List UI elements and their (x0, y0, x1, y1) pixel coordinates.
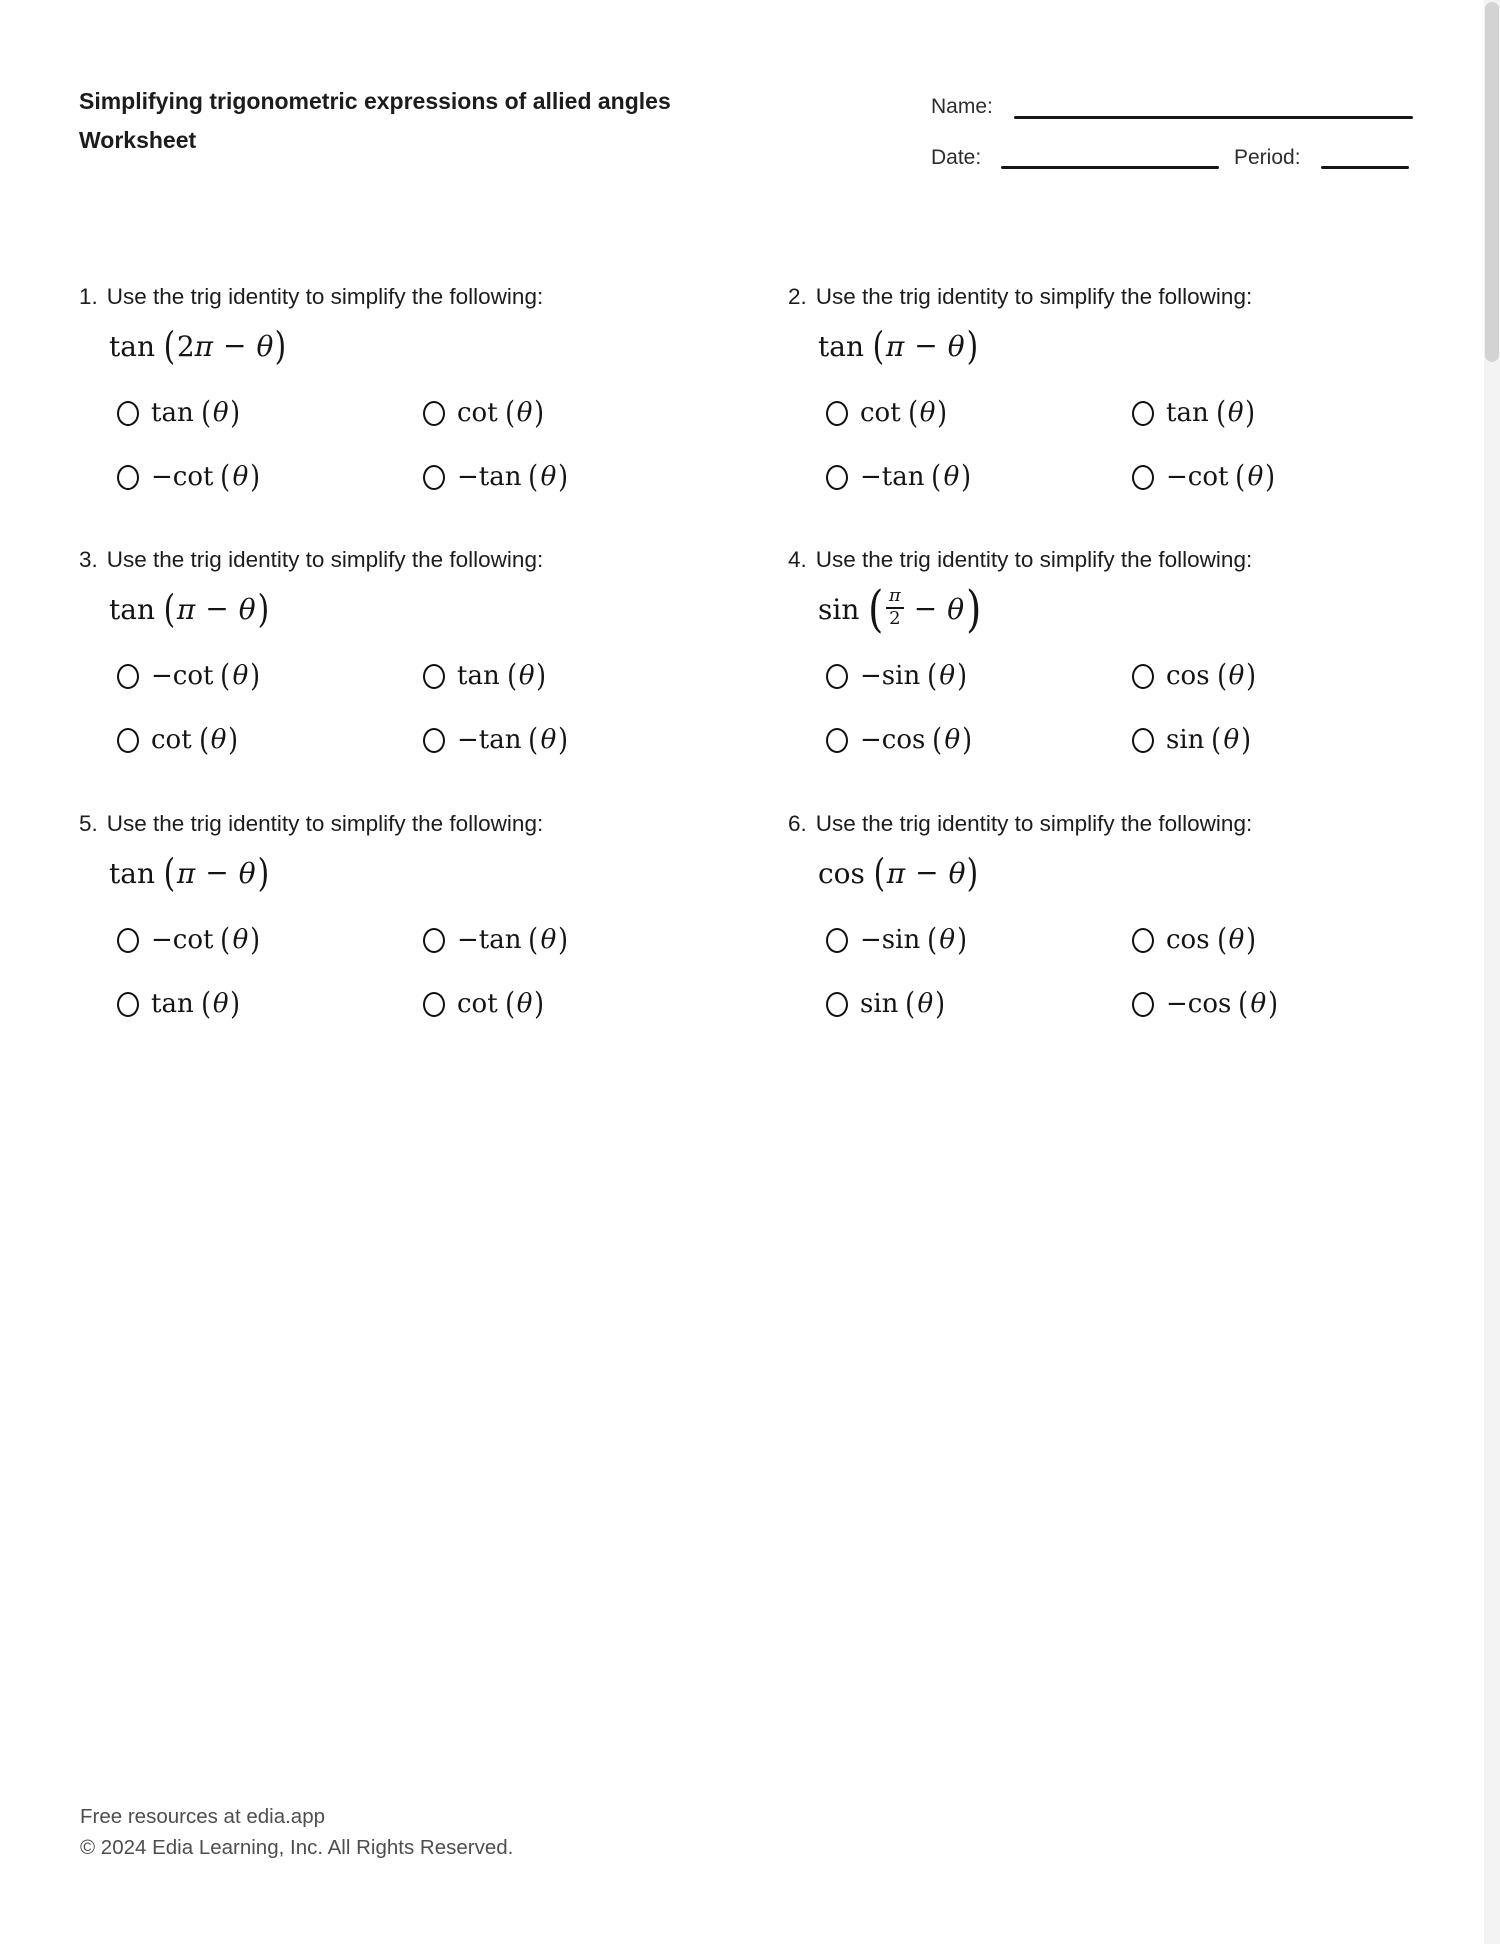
pi-term (887, 857, 905, 890)
math-expression (818, 580, 984, 638)
option-function: tan (151, 398, 194, 428)
left-paren: ( (868, 580, 884, 638)
option-label (151, 985, 242, 1022)
option-label (457, 921, 569, 958)
option-function: −cot (1166, 462, 1229, 492)
option-function: tan (1166, 398, 1209, 428)
right-paren: ) (534, 985, 545, 1022)
right-paren: ) (961, 458, 972, 495)
theta-symbol: θ (516, 989, 533, 1019)
option-function: cos (1166, 925, 1210, 955)
answer-option (826, 458, 972, 495)
theta-symbol: θ (238, 856, 256, 890)
left-paren: ( (907, 394, 918, 431)
question-number: 4. (788, 547, 807, 572)
left-paren: ( (1211, 721, 1222, 758)
right-paren: ) (1245, 394, 1256, 431)
answer-option (117, 921, 261, 958)
theta-symbol: θ (939, 661, 955, 691)
right-paren: ) (558, 458, 569, 495)
pi-over-two-fraction (886, 586, 904, 629)
math-expression (109, 586, 270, 632)
minus-sign: − (223, 328, 247, 362)
option-function: −sin (860, 661, 921, 691)
left-paren: ( (528, 921, 539, 958)
theta-symbol: θ (212, 989, 229, 1019)
option-function: −cot (151, 925, 214, 955)
answer-option (117, 985, 242, 1022)
option-function: tan (457, 661, 500, 691)
option-label (860, 394, 949, 431)
pi-symbol: π (886, 856, 906, 890)
trig-function-name: tan (109, 856, 155, 890)
right-paren: ) (1246, 657, 1257, 694)
copyright-text: © 2024 Edia Learning, Inc. All Rights Reserved. (80, 1836, 514, 1859)
option-function: cot (457, 398, 498, 428)
radio-button[interactable] (1132, 664, 1154, 689)
option-label (151, 458, 261, 495)
theta-symbol: θ (943, 462, 960, 492)
radio-button[interactable] (826, 728, 848, 753)
right-paren: ) (534, 394, 545, 431)
left-paren: ( (905, 985, 916, 1022)
left-paren: ( (198, 721, 209, 758)
question-number: 6. (788, 811, 807, 836)
theta-symbol: θ (1227, 398, 1244, 428)
left-paren: ( (931, 458, 942, 495)
left-paren: ( (528, 458, 539, 495)
radio-button[interactable] (826, 992, 848, 1017)
option-label (860, 921, 968, 958)
option-label (1166, 721, 1252, 758)
option-label (151, 721, 240, 758)
option-label (1166, 657, 1257, 694)
answer-option (826, 394, 949, 431)
left-paren: ( (932, 721, 943, 758)
option-function: tan (151, 989, 194, 1019)
name-blank-line (1014, 116, 1413, 119)
question-prompt-row (79, 283, 779, 310)
theta-symbol: θ (917, 989, 934, 1019)
question-prompt: Use the trig identity to simplify the following: (106, 811, 544, 836)
right-paren: ) (257, 587, 269, 631)
math-expression (818, 850, 980, 896)
theta-symbol: θ (256, 329, 274, 363)
right-paren: ) (966, 580, 982, 638)
question-prompt: Use the trig identity to simplify the following: (815, 284, 1253, 309)
left-paren: ( (200, 394, 211, 431)
trig-function-name: cos (818, 856, 865, 890)
theta-symbol: θ (516, 398, 533, 428)
math-expression (109, 323, 288, 369)
option-function: −cos (860, 725, 926, 755)
right-paren: ) (1246, 921, 1257, 958)
answer-option (423, 985, 546, 1022)
answer-option (826, 985, 946, 1022)
right-paren: ) (957, 921, 967, 958)
question-number: 2. (788, 284, 807, 309)
option-function: −tan (860, 462, 925, 492)
theta-symbol: θ (947, 329, 965, 363)
radio-button[interactable] (826, 401, 848, 426)
right-paren: ) (957, 657, 967, 694)
page-footer (80, 1801, 513, 1863)
option-function: −cot (151, 661, 214, 691)
right-paren: ) (1265, 458, 1276, 495)
left-paren: ( (1216, 657, 1227, 694)
pi-symbol: π (194, 329, 214, 363)
question-block (788, 810, 1488, 1042)
right-paren: ) (536, 657, 547, 694)
theta-symbol: θ (1247, 462, 1264, 492)
answer-option (826, 721, 973, 758)
theta-symbol: θ (212, 398, 229, 428)
question-block (79, 546, 779, 778)
radio-button[interactable] (117, 728, 139, 753)
option-label (1166, 458, 1276, 495)
right-paren: ) (967, 851, 979, 895)
radio-button[interactable] (423, 465, 445, 490)
date-blank-line (1001, 166, 1219, 169)
fraction-denominator: 2 (889, 608, 901, 629)
answer-option (423, 458, 569, 495)
answer-option (1132, 921, 1257, 958)
theta-symbol: θ (1223, 725, 1240, 755)
period-blank-line (1321, 166, 1409, 169)
minus-sign: − (205, 591, 229, 625)
question-block (79, 283, 779, 515)
option-function: cot (151, 725, 192, 755)
right-paren: ) (250, 921, 261, 958)
theta-symbol: θ (210, 725, 227, 755)
answer-option (1132, 657, 1257, 694)
minus-sign: − (914, 328, 938, 362)
option-label (151, 394, 242, 431)
option-label (457, 394, 546, 431)
option-function: −tan (457, 462, 522, 492)
option-label (457, 657, 548, 694)
left-paren: ( (528, 721, 539, 758)
radio-button[interactable] (826, 664, 848, 689)
question-prompt-row (79, 810, 779, 837)
right-paren: ) (250, 458, 261, 495)
option-function: sin (1166, 725, 1205, 755)
period-label: Period: (1234, 146, 1301, 169)
pi-symbol: π (885, 329, 905, 363)
option-function: −cot (151, 462, 214, 492)
right-paren: ) (250, 657, 261, 694)
scrollbar-thumb[interactable] (1485, 2, 1499, 362)
minus-sign: − (205, 855, 229, 889)
answer-option (117, 657, 261, 694)
question-number: 1. (79, 284, 98, 309)
coefficient: 2 (176, 329, 195, 363)
right-paren: ) (962, 721, 973, 758)
right-paren: ) (228, 721, 239, 758)
math-expression (818, 323, 979, 369)
option-label (860, 721, 973, 758)
radio-button[interactable] (117, 664, 139, 689)
radio-button[interactable] (117, 401, 139, 426)
left-paren: ( (927, 657, 938, 694)
option-label (860, 985, 946, 1022)
right-paren: ) (230, 394, 241, 431)
pi-symbol: π (176, 856, 196, 890)
radio-button[interactable] (117, 992, 139, 1017)
answer-option (423, 721, 569, 758)
minus-sign: − (913, 591, 938, 625)
question-number: 3. (79, 547, 98, 572)
radio-button[interactable] (423, 401, 445, 426)
left-paren: ( (1238, 985, 1249, 1022)
left-paren: ( (163, 324, 176, 368)
right-paren: ) (558, 721, 569, 758)
radio-button[interactable] (423, 664, 445, 689)
radio-button[interactable] (423, 992, 445, 1017)
worksheet-title-line2: Worksheet (79, 127, 197, 153)
answer-option (1132, 985, 1279, 1022)
question-prompt: Use the trig identity to simplify the following: (106, 284, 544, 309)
theta-symbol: θ (1228, 661, 1245, 691)
answer-option (423, 921, 569, 958)
left-paren: ( (163, 851, 176, 895)
answer-option (117, 721, 240, 758)
option-label (860, 657, 968, 694)
theta-symbol: θ (238, 592, 256, 626)
answer-option (826, 657, 968, 694)
option-function: sin (860, 989, 899, 1019)
pi-term (177, 330, 213, 363)
radio-button[interactable] (826, 928, 848, 953)
question-prompt-row (788, 546, 1488, 573)
pi-term (177, 593, 195, 626)
left-paren: ( (1216, 921, 1227, 958)
option-label (457, 458, 569, 495)
question-prompt: Use the trig identity to simplify the following: (815, 811, 1253, 836)
name-label: Name: (931, 95, 993, 118)
option-function: −sin (860, 925, 921, 955)
theta-symbol: θ (939, 925, 955, 955)
option-label (457, 985, 546, 1022)
option-label (860, 458, 972, 495)
right-paren: ) (1241, 721, 1252, 758)
radio-button[interactable] (117, 465, 139, 490)
trig-function-name: tan (818, 329, 864, 363)
option-label (1166, 394, 1257, 431)
option-label (1166, 921, 1257, 958)
option-label (1166, 985, 1279, 1022)
theta-symbol: θ (518, 661, 535, 691)
left-paren: ( (220, 458, 231, 495)
theta-symbol: θ (232, 661, 249, 691)
answer-option (423, 657, 548, 694)
trig-function-name: tan (109, 329, 155, 363)
right-paren: ) (1268, 985, 1279, 1022)
question-prompt-row (79, 546, 779, 573)
left-paren: ( (504, 985, 515, 1022)
theta-symbol: θ (232, 925, 249, 955)
radio-button[interactable] (1132, 401, 1154, 426)
answer-option (423, 394, 546, 431)
question-prompt: Use the trig identity to simplify the following: (106, 547, 544, 572)
answer-option (117, 394, 242, 431)
left-paren: ( (1235, 458, 1246, 495)
question-prompt-row (788, 283, 1488, 310)
question-block (788, 283, 1488, 515)
option-function: −tan (457, 925, 522, 955)
option-label (151, 657, 261, 694)
question-prompt-row (788, 810, 1488, 837)
theta-symbol: θ (944, 725, 961, 755)
left-paren: ( (200, 985, 211, 1022)
free-resources-text: Free resources at edia.app (80, 1805, 325, 1828)
theta-symbol: θ (947, 592, 965, 626)
trig-function-name: tan (109, 592, 155, 626)
radio-button[interactable] (117, 928, 139, 953)
trig-function-name: sin (818, 592, 860, 626)
right-paren: ) (275, 324, 287, 368)
theta-symbol: θ (540, 725, 557, 755)
right-paren: ) (966, 324, 978, 368)
left-paren: ( (163, 587, 176, 631)
minus-sign: − (915, 855, 939, 889)
date-label: Date: (931, 146, 982, 169)
math-expression (109, 850, 270, 896)
answer-option (1132, 458, 1276, 495)
question-number: 5. (79, 811, 98, 836)
left-paren: ( (504, 394, 515, 431)
theta-symbol: θ (919, 398, 936, 428)
pi-symbol: π (176, 592, 196, 626)
theta-symbol: θ (948, 856, 966, 890)
pi-term (886, 330, 904, 363)
theta-symbol: θ (232, 462, 249, 492)
right-paren: ) (257, 851, 269, 895)
radio-button[interactable] (1132, 728, 1154, 753)
theta-symbol: θ (540, 925, 557, 955)
right-paren: ) (937, 394, 948, 431)
left-paren: ( (872, 324, 885, 368)
right-paren: ) (935, 985, 946, 1022)
option-function: cot (457, 989, 498, 1019)
answer-option (1132, 394, 1257, 431)
pi-term (177, 857, 195, 890)
radio-button[interactable] (1132, 992, 1154, 1017)
question-block (788, 546, 1488, 778)
right-paren: ) (558, 921, 569, 958)
option-function: −cos (1166, 989, 1232, 1019)
fraction-numerator: π (886, 586, 904, 609)
question-block (79, 810, 779, 1042)
radio-button[interactable] (423, 928, 445, 953)
worksheet-title (79, 82, 671, 160)
radio-button[interactable] (1132, 928, 1154, 953)
theta-symbol: θ (540, 462, 557, 492)
option-function: cos (1166, 661, 1210, 691)
radio-button[interactable] (826, 465, 848, 490)
left-paren: ( (873, 851, 886, 895)
worksheet-title-line1: Simplifying trigonometric expressions of allied angles (79, 88, 671, 114)
left-paren: ( (1215, 394, 1226, 431)
option-label (457, 721, 569, 758)
left-paren: ( (220, 921, 231, 958)
option-function: cot (860, 398, 901, 428)
right-paren: ) (230, 985, 241, 1022)
left-paren: ( (506, 657, 517, 694)
question-prompt: Use the trig identity to simplify the following: (815, 547, 1253, 572)
radio-button[interactable] (423, 728, 445, 753)
option-label (151, 921, 261, 958)
answer-option (826, 921, 968, 958)
theta-symbol: θ (1250, 989, 1267, 1019)
answer-option (1132, 721, 1252, 758)
left-paren: ( (220, 657, 231, 694)
radio-button[interactable] (1132, 465, 1154, 490)
left-paren: ( (927, 921, 938, 958)
option-function: −tan (457, 725, 522, 755)
answer-option (117, 458, 261, 495)
theta-symbol: θ (1228, 925, 1245, 955)
